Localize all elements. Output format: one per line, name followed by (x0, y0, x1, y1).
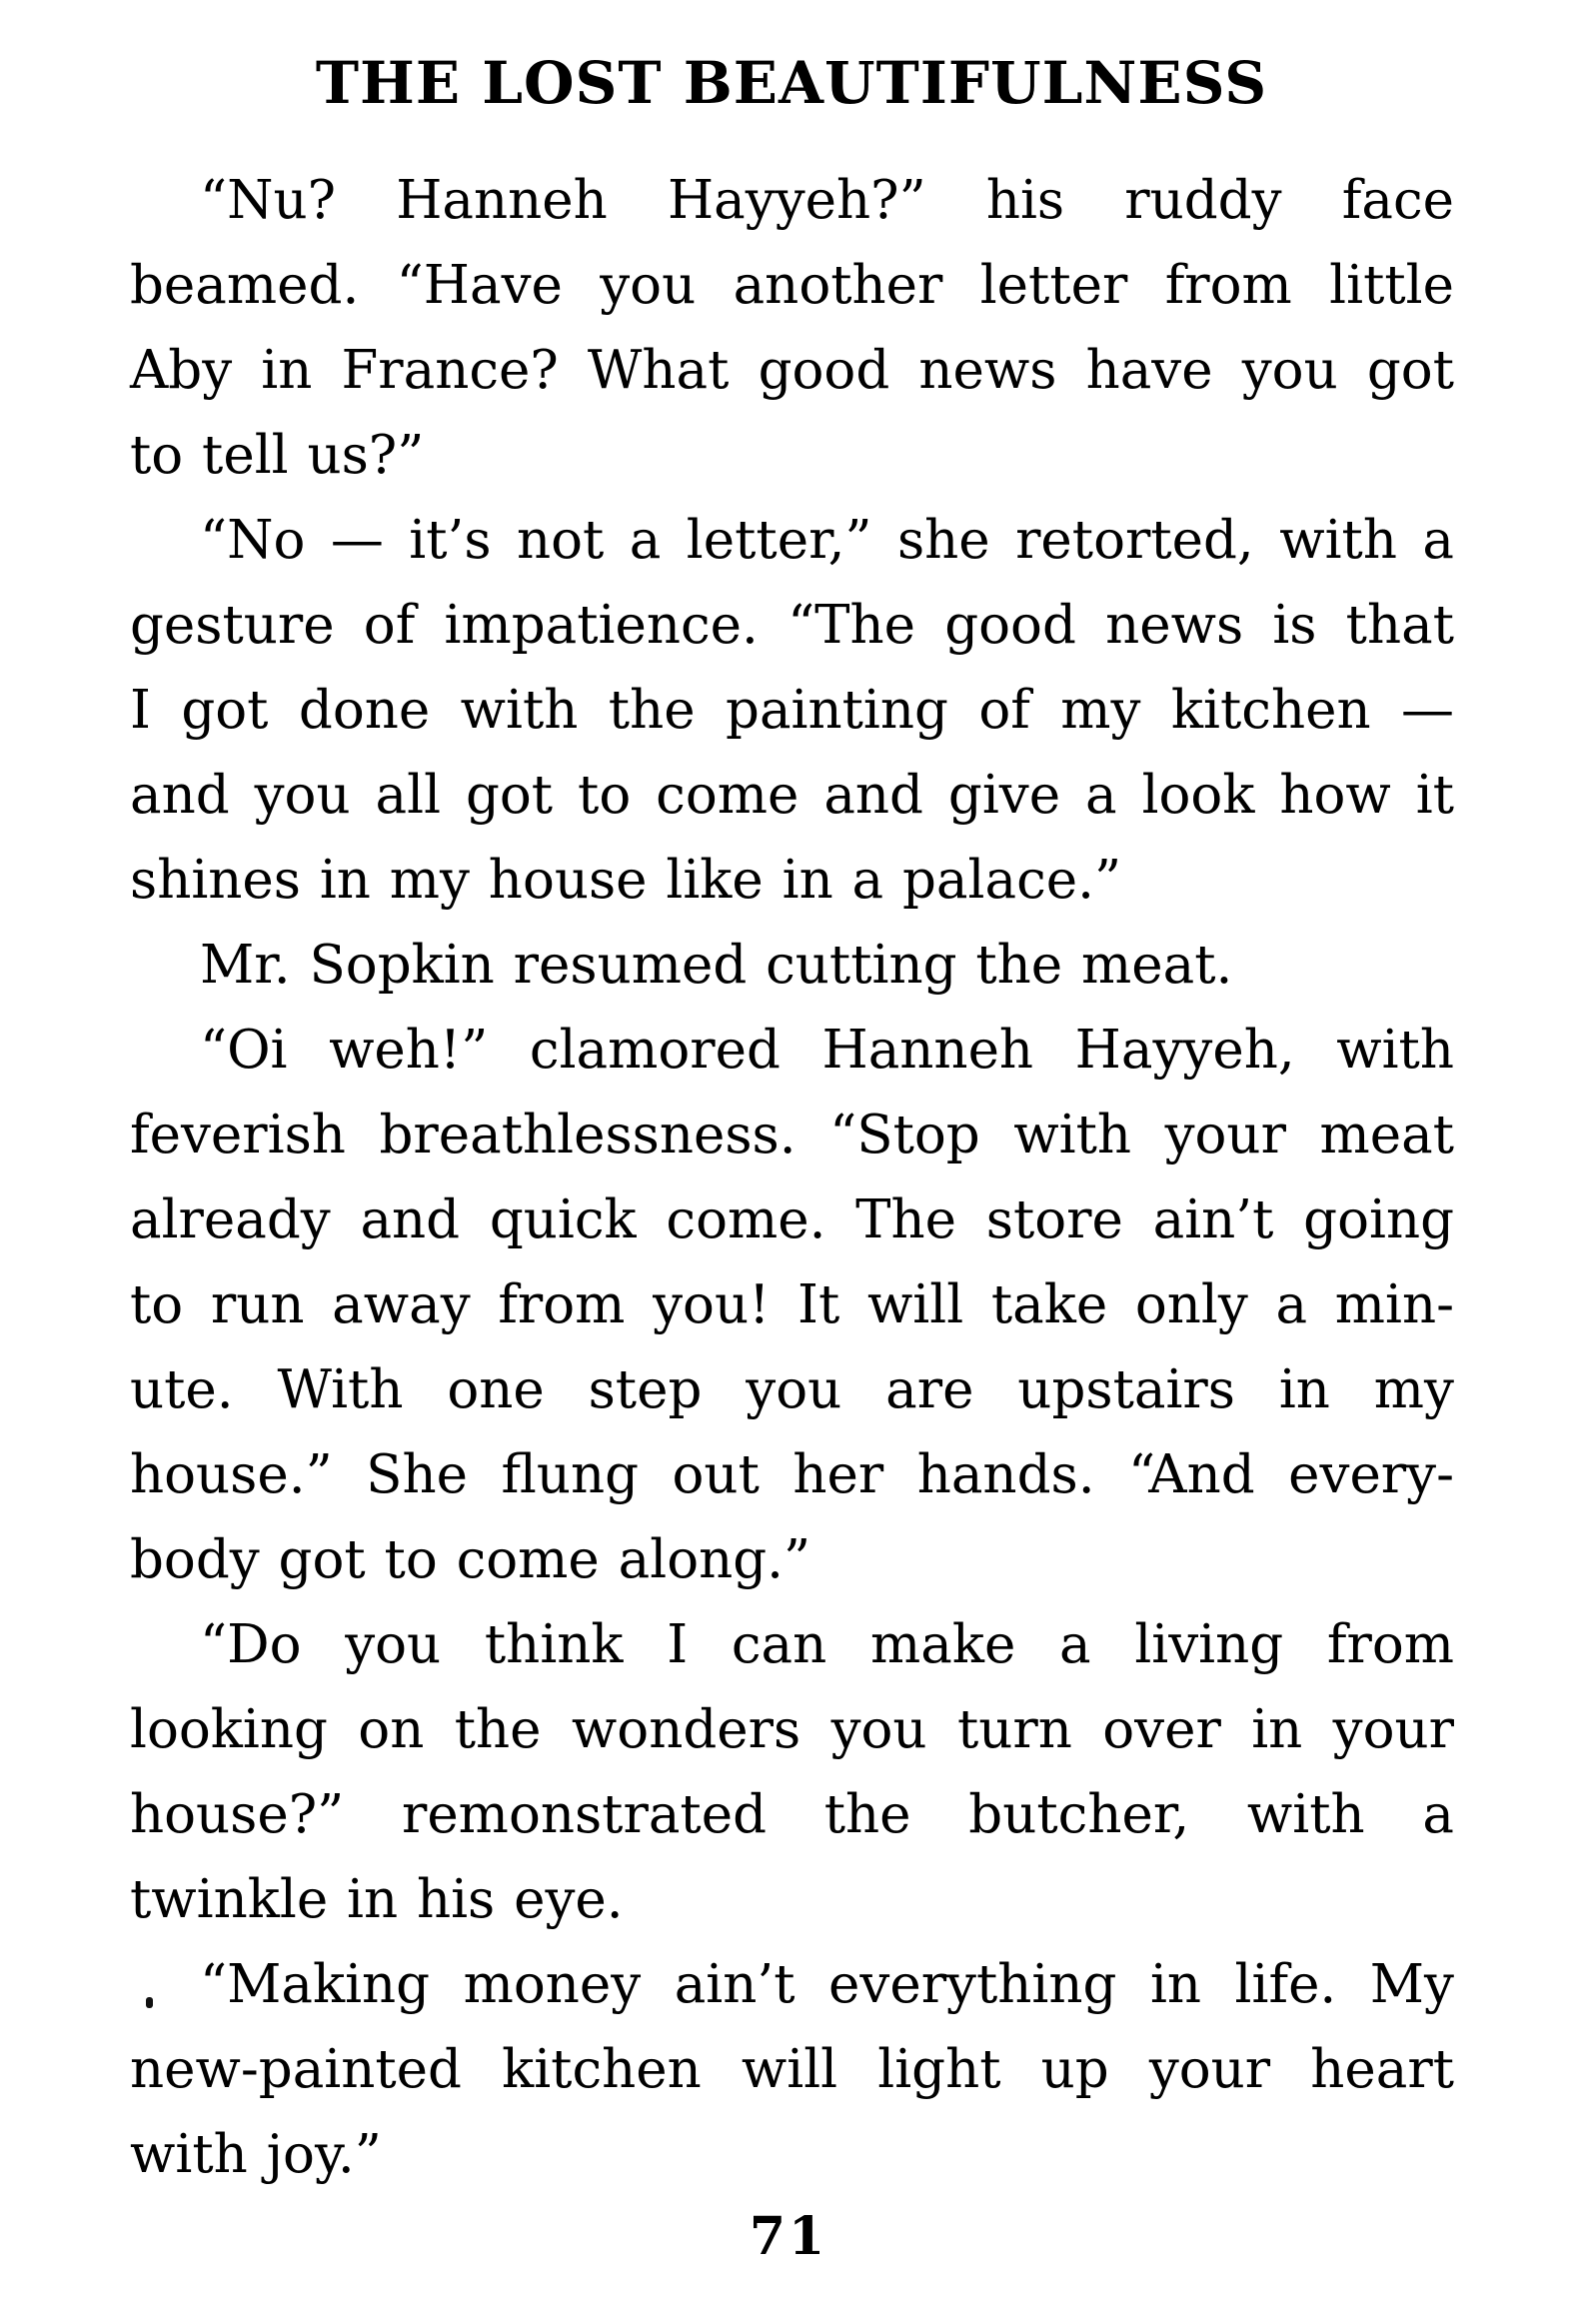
text-block (130, 158, 1454, 2197)
text-line: shines in my house like in a palace.” (130, 850, 1122, 911)
paragraph (130, 1008, 1454, 1602)
page-title: THE LOST BEAUTIFULNESS (315, 49, 1268, 117)
text-line: “Nu? Hanneh Hayyeh?” his ruddy face (200, 170, 1454, 231)
paragraph (130, 1602, 1454, 1942)
text-line: with joy.” (130, 2124, 382, 2185)
paragraph (130, 498, 1454, 923)
text-line: looking on the wonders you turn over in your (130, 1699, 1454, 1760)
text-line: beamed. “Have you another letter from little (130, 255, 1454, 316)
text-line: gesture of impatience. “The good news is that (130, 595, 1454, 656)
text-line: and you all got to come and give a look how it (130, 765, 1454, 826)
text-line: house?” remonstrated the butcher, with a (130, 1784, 1454, 1845)
text-line: house.” She flung out her hands. “And every- (130, 1444, 1454, 1505)
paragraph (130, 158, 1454, 498)
text-line: body got to come along.” (130, 1529, 811, 1590)
ink-speck-artifact (146, 1997, 153, 2008)
text-line: to run away from you! It will take only a min- (130, 1274, 1454, 1335)
paragraph (130, 1942, 1454, 2197)
text-line: “Oi weh!” clamored Hanneh Hayyeh, with (200, 1020, 1454, 1081)
text-line: new-painted kitchen will light up your heart (130, 2039, 1454, 2100)
text-line: “No — it’s not a letter,” she retorted, with a (200, 510, 1454, 571)
text-line: ute. With one step you are upstairs in my (130, 1359, 1454, 1420)
text-line: feverish breathlessness. “Stop with your meat (130, 1105, 1454, 1165)
text-line: “Making money ain’t everything in life. My (200, 1954, 1454, 2015)
text-line: “Do you think I can make a living from (200, 1614, 1454, 1675)
text-line: twinkle in his eye. (130, 1869, 624, 1930)
text-line: I got done with the painting of my kitchen — (130, 680, 1454, 741)
text-line: Mr. Sopkin resumed cutting the meat. (200, 935, 1233, 996)
text-line: already and quick come. The store ain’t going (130, 1189, 1454, 1250)
page-number: 71 (749, 2206, 828, 2267)
text-line: to tell us?” (130, 425, 425, 486)
text-line: Aby in France? What good news have you got (130, 340, 1454, 401)
paragraph (130, 923, 1454, 1008)
